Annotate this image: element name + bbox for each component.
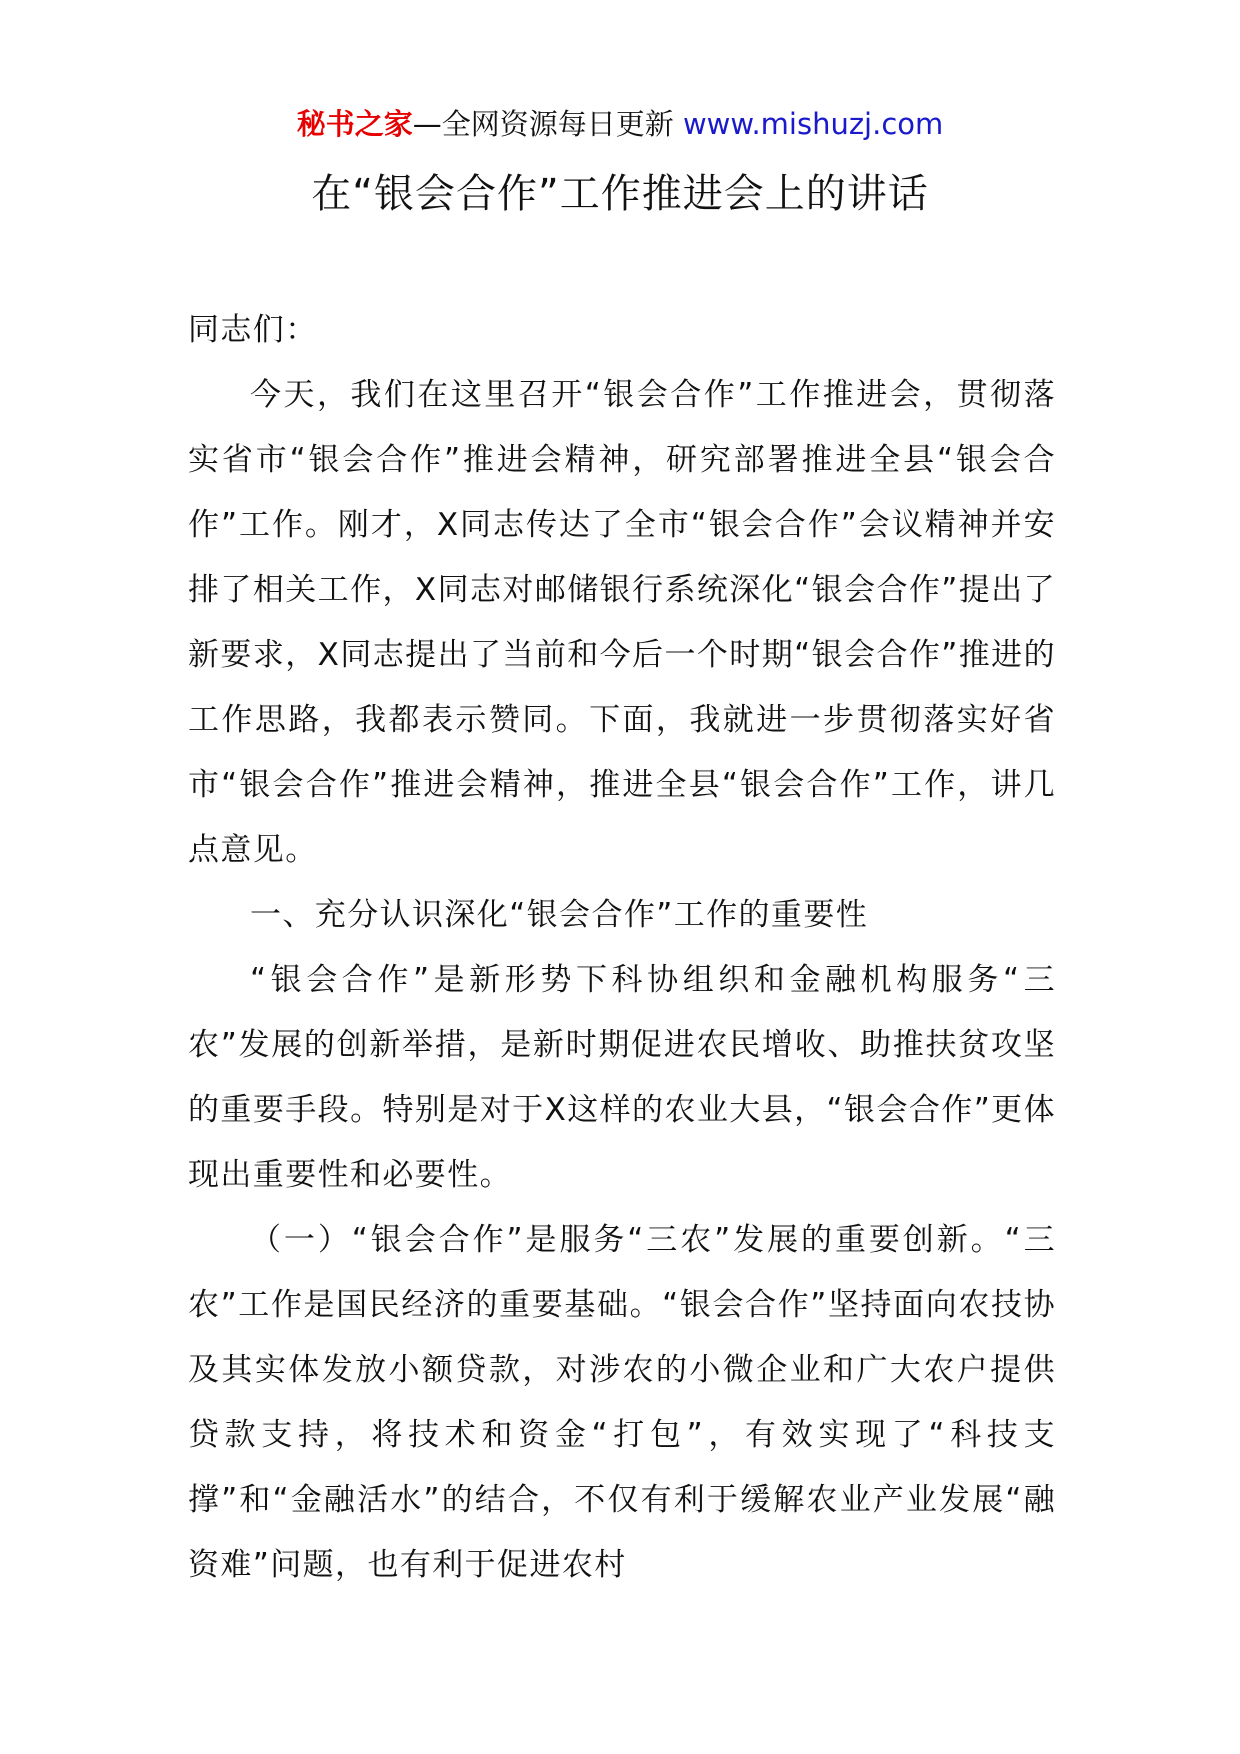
- greeting: 同志们：: [188, 312, 318, 348]
- watermark-brand: 秘书之家: [296, 107, 413, 141]
- watermark-url: www.mishuzj.com: [682, 107, 944, 141]
- watermark-tagline: —全网资源每日更新: [412, 107, 674, 141]
- paragraph-opening: 今天，我们在这里召开“银会合作”工作推进会，贯彻落实省市“银会合作”推进会精神，研究部署推进全县“银会合作”工作。刚才，X同志传达了全市“银会合作”会议精神并安排了相关工作，X同志对邮储银行系统深化“银会合作”提出了新要求，X同志提出了当前和今后一个时期“银会合作”推进的工作思路，我都表示赞同。下面，我就进一步贯彻落实好省市“银会合作”推进会精神，推进全县“银会合作”工作，讲几点意见。: [188, 377, 1056, 868]
- document-title: 在“银会合作”工作推进会上的讲话: [311, 171, 929, 217]
- paragraph-importance: “银会合作”是新形势下科协组织和金融机构服务“三农”发展的创新举措，是新时期促进农民增收、助推扶贫攻坚的重要手段。特别是对于X这样的农业大县，“银会合作”更体现出重要性和必要性。: [188, 962, 1056, 1193]
- section-heading-1: 一、充分认识深化“银会合作”工作的重要性: [250, 897, 869, 933]
- document-body: [188, 298, 1056, 1598]
- watermark-header: [0, 104, 1240, 144]
- paragraph-subsection-1: （一）“银会合作”是服务“三农”发展的重要创新。“三农”工作是国民经济的重要基础。“银会合作”坚持面向农技协及其实体发放小额贷款，对涉农的小微企业和广大农户提供贷款支持，将技术和资金“打包”，有效实现了“科技支撑”和“金融活水”的结合，不仅有利于缓解农业产业发展“融资难”问题，也有利于促进农村: [188, 1222, 1057, 1583]
